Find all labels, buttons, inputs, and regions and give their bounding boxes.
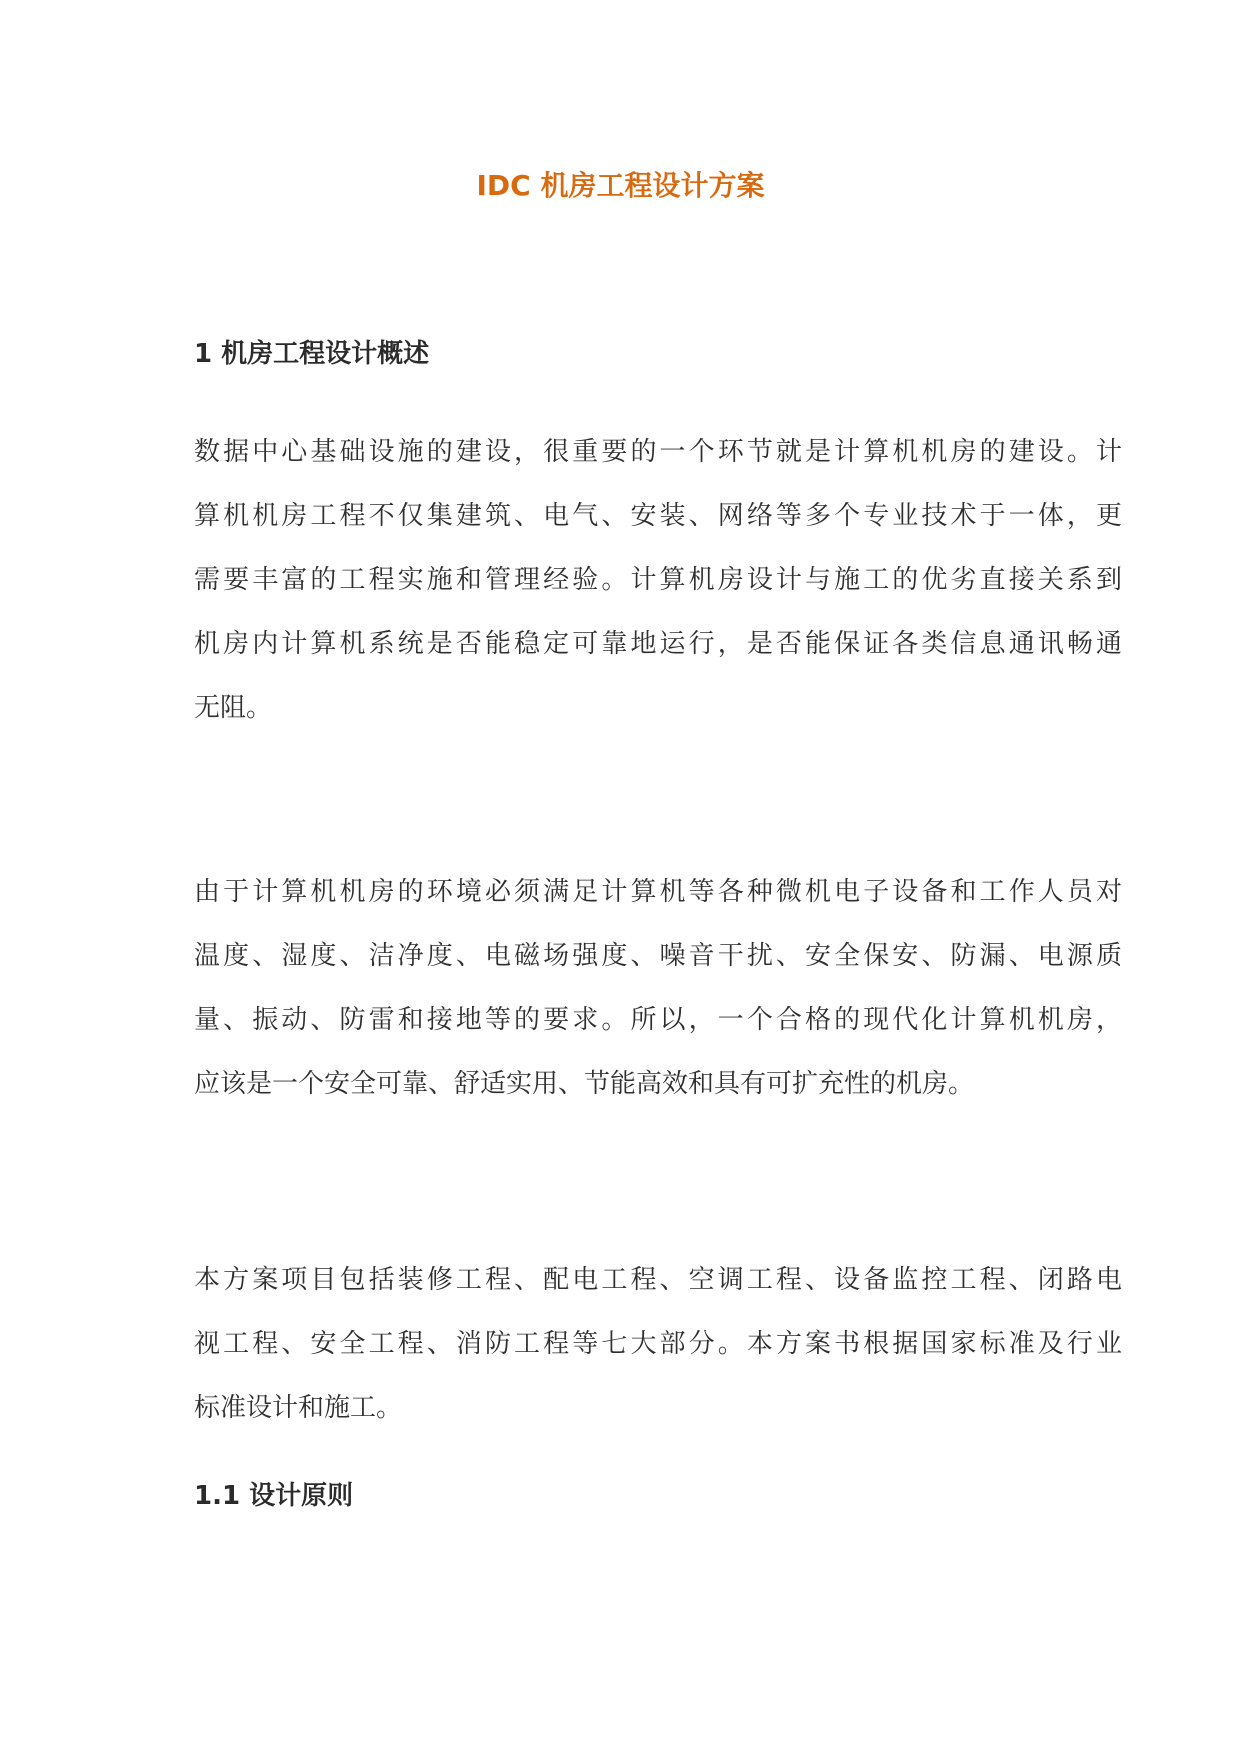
paragraph-scope — [194, 1248, 1122, 1440]
section-1-1-heading: 1.1 设计原则 — [194, 1481, 354, 1511]
paragraph-line: 算机机房工程不仅集建筑、电气、安装、网络等多个专业技术于一体，更 — [194, 501, 1122, 531]
paragraph-line: 数据中心基础设施的建设，很重要的一个环节就是计算机机房的建设。计 — [194, 437, 1122, 467]
paragraph-environment — [194, 860, 1122, 1116]
paragraph-line: 温度、湿度、洁净度、电磁场强度、噪音干扰、安全保安、防漏、电源质 — [194, 941, 1122, 971]
paragraph-line: 标准设计和施工。 — [194, 1393, 403, 1423]
paragraph-line: 需要丰富的工程实施和管理经验。计算机房设计与施工的优劣直接关系到 — [194, 565, 1122, 595]
paragraph-line: 由于计算机机房的环境必须满足计算机等各种微机电子设备和工作人员对 — [194, 877, 1122, 907]
paragraph-overview — [194, 420, 1122, 740]
paragraph-line: 无阻。 — [194, 693, 273, 723]
paragraph-line: 机房内计算机系统是否能稳定可靠地运行，是否能保证各类信息通讯畅通 — [194, 629, 1122, 659]
section-1-heading: 1 机房工程设计概述 — [194, 339, 430, 369]
paragraph-line: 视工程、安全工程、消防工程等七大部分。本方案书根据国家标准及行业 — [194, 1329, 1122, 1359]
paragraph-line: 本方案项目包括装修工程、配电工程、空调工程、设备监控工程、闭路电 — [194, 1265, 1122, 1295]
paragraph-line: 应该是一个安全可靠、舒适实用、节能高效和具有可扩充性的机房。 — [194, 1069, 975, 1099]
document-title: IDC 机房工程设计方案 — [476, 169, 765, 202]
paragraph-line: 量、振动、防雷和接地等的要求。所以，一个合格的现代化计算机机房， — [194, 1005, 1122, 1035]
